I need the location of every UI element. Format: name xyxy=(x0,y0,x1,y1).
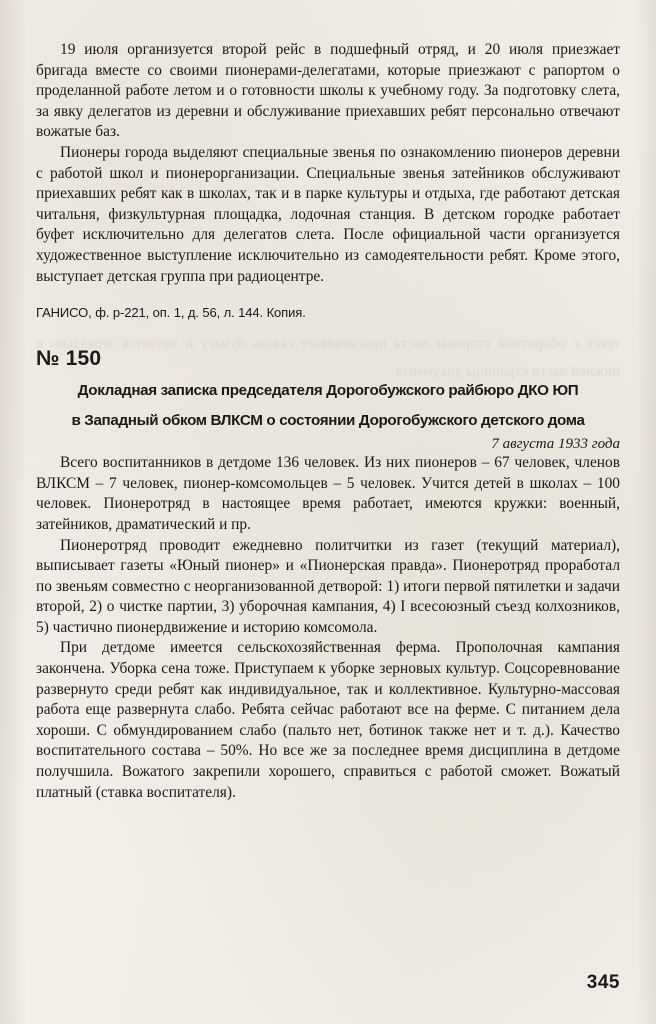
page-number: 345 xyxy=(586,972,620,993)
document-title-line-1: Докладная записка председателя Дорогобужского райбюро ДКО ЮП xyxy=(77,382,579,400)
left-edge-shading xyxy=(0,0,26,1024)
right-edge-shading xyxy=(636,0,656,1024)
document-number: № 150 xyxy=(36,347,102,371)
document-date: 7 августа 1933 года xyxy=(491,436,620,453)
document-title-line-2: в Западный обком ВЛКСМ о состоянии Дорогобужского детского дома xyxy=(71,412,585,430)
source-reference: ГАНИСО, ф. р-221, оп. 1, д. 56, л. 144. Копия. xyxy=(36,305,306,321)
paragraph-body-3: При детдоме имеется сельскохозяйственная ферма. Прополочная кампания закончена. Уборка сена тоже. Приступаем к уборке зерновых культур. Соцсоревнование развернуто среди ребят как индивидуальное, так и коллективное. Культурно-массовая работа еще развернута слабо. Ребята сейчас работают все на ферме. С питанием дела хороши. С обмундированием слабо (пальто нет, ботинок также нет и т. д.). Качество воспитательного состава – 50%. Но все же за последнее время дисциплина в детдоме получшила. Вожатого закрепили хорошего, справиться с работой сможет. Вожатый платный (ставка воспитателя). xyxy=(36,639,620,801)
paragraph-body-1: Всего воспитанников в детдоме 136 человек. Из них пионеров – 67 человек, членов ВЛКСМ – 7 человек, пионер-комсомольцев – 5 человек. Учится детей в школах – 100 человек. Пионеротряд в настоящее время работает, имеются кружки: военный, затейников, драматический и пр. xyxy=(36,454,620,533)
paragraph-body-2: Пионеротряд проводит ежедневно политчитки из газет (текущий материал), выписывает газеты «Юный пионер» и «Пионерская правда». Пионеротряд проработал по звеньям совместно с неорганизованной детворой: 1) итоги первой пятилетки и задачи второй, 2) о чистке партии, 3) уборочная кампания, 4) I всесоюзный съезд колхозников, 5) частично пионердвижение и историю комсомола. xyxy=(36,536,620,636)
page-content xyxy=(36,40,620,803)
paragraph-intro-1: 19 июля организуется второй рейс в подшефный отряд, и 20 июля приезжает бригада вместе со своими пионерами-делегатами, которые приезжают с рапортом о проделанной работе летом и о готовности школы к учебному году. За подготовку слета, за явку делегатов из деревни и обслуживание приехавших ребят персонально отвечают вожатые баз. xyxy=(36,41,620,141)
paragraph-intro-2: Пионеры города выделяют специальные звенья по ознакомлению пионеров деревни с работой школ и пионерорганизации. Специальные звенья затейников обслуживают приехавших ребят как в школах, так и в парке культуры и отдыха, где работают детская читальня, физкультурная площадка, лодочная станция. В детском городке работает буфет исключительно для делегатов слета. После официальной части организуется художественное выступление исключительно из самодеятельности ребят. Кроме этого, выступает детская группа при радиоцентре. xyxy=(36,143,620,285)
bleed-through-text: текст с оборотной стороны листа просвечивает сквозь бумагу и читается зеркально в нижней части страницы документа xyxy=(32,336,620,380)
